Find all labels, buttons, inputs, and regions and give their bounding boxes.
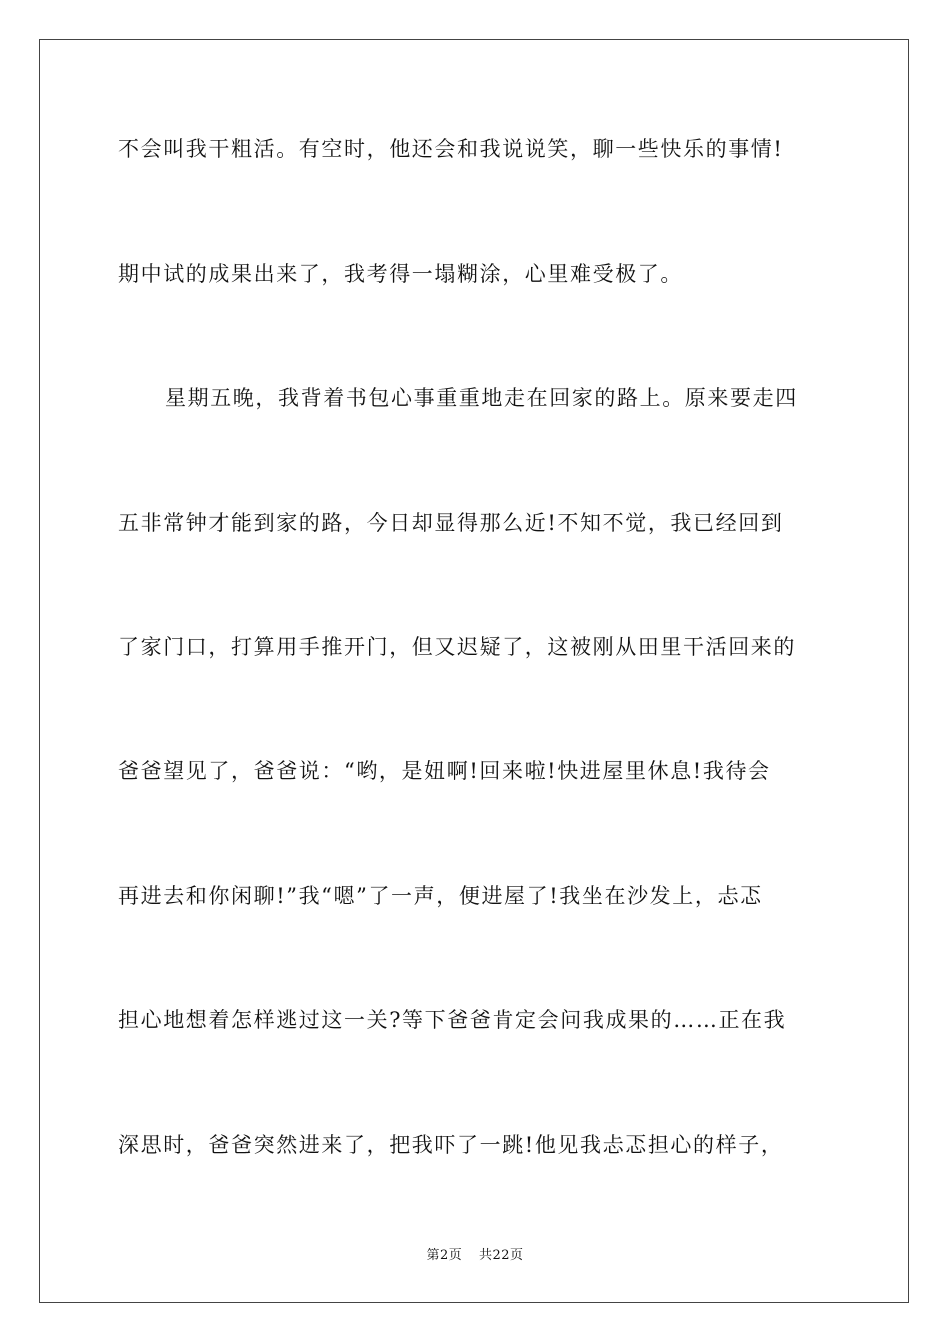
- page-border: [39, 39, 909, 1303]
- text-line-8: 担心地想着怎样逃过这一关?等下爸爸肯定会问我成果的……正在我: [118, 1008, 787, 1032]
- page-footer: [0, 1247, 950, 1265]
- text-line-2: 期中试的成果出来了，我考得一塌糊涂，心里难受极了。: [118, 262, 683, 286]
- text-line-3: 星期五晚，我背着书包心事重重地走在回家的路上。原来要走四: [165, 386, 798, 410]
- text-line-9: 深思时，爸爸突然进来了，把我吓了一跳!他见我忐忑担心的样子，: [118, 1133, 784, 1157]
- page-total: 共22页: [478, 1248, 524, 1263]
- text-line-6: 爸爸望见了，爸爸说：“哟，是妞啊!回来啦!快进屋里休息!我待会: [118, 759, 771, 783]
- text-line-7: 再进去和你闲聊!”我“嗯”了一声，便进屋了!我坐在沙发上，忐忑: [118, 884, 763, 908]
- page-number: 第2页: [426, 1248, 463, 1263]
- text-line-4: 五非常钟才能到家的路，今日却显得那么近!不知不觉，我已经回到: [118, 511, 784, 535]
- text-line-1: 不会叫我干粗活。有空时，他还会和我说说笑，聊一些快乐的事情!: [118, 137, 784, 161]
- text-line-5: 了家门口，打算用手推开门，但又迟疑了，这被刚从田里干活回来的: [118, 635, 796, 659]
